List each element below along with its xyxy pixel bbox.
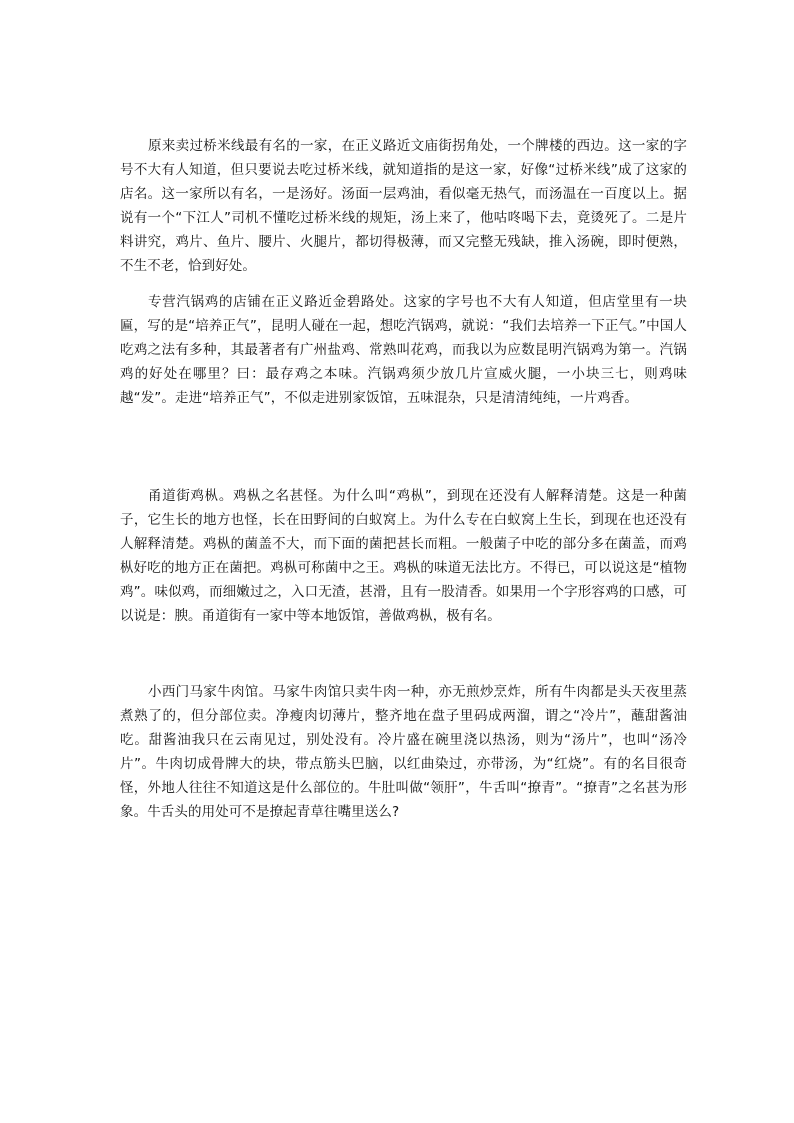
paragraph-ma-beef-restaurant: 小西门马家牛肉馆。马家牛肉馆只卖牛肉一种，亦无煎炒烹炸，所有牛肉都是头天夜里蒸煮熟了的，但分部位卖。净瘦肉切薄片，整齐地在盘子里码成两溜，谓之“冷片”，蘸甜酱油吃。甜酱油我只在云南见过，别处没有。冷片盛在碗里浇以热汤，则为“汤片”，也叫“汤冷片”。牛肉切成骨牌大的块，带点筋头巴脑，以红曲染过，亦带汤，为“红烧”。有的名目很奇怪，外地人往往不知道这是什么部位的。牛肚叫做“领肝”，牛舌叫“撩青”。“撩青”之名甚为形象。牛舌头的用处可不是撩起青草往嘴里送么? — [120, 684, 687, 820]
paragraph-guoqiao-mixian: 原来卖过桥米线最有名的一家，在正义路近文庙街拐角处，一个牌楼的西边。这一家的字号不大有人知道，但只要说去吃过桥米线，就知道指的是这一家，好像“过桥米线”成了这家的店名。这一家所以有名，一是汤好。汤面一层鸡油，看似毫无热气，而汤温在一百度以上。据说有一个“下江人”司机不懂吃过桥米线的规矩，汤上来了，他咕咚喝下去，竟烫死了。二是片料讲究，鸡片、鱼片、腰片、火腿片，都切得极薄，而又完整无残缺，推入汤碗，即时便熟，不生不老，恰到好处。 — [120, 138, 687, 274]
paragraph-jicong: 甬道街鸡枞。鸡枞之名甚怪。为什么叫“鸡枞”，到现在还没有人解释清楚。这是一种菌子，它生长的地方也怪，长在田野间的白蚁窝上。为什么专在白蚁窝上生长，到现在也还没有人解释清楚。鸡枞的菌盖不大，而下面的菌把甚长而粗。一般菌子中吃的部分多在菌盖，而鸡枞好吃的地方正在菌把。鸡枞可称菌中之王。鸡枞的味道无法比方。不得已，可以说这是“植物鸡”。味似鸡，而细嫩过之，入口无渣，甚滑，且有一股清香。如果用一个字形容鸡的口感，可以说是：腴。甬道街有一家中等本地饭馆，善做鸡枞，极有名。 — [120, 488, 687, 624]
paragraph-qiguo-ji: 专营汽锅鸡的店铺在正义路近金碧路处。这家的字号也不大有人知道，但店堂里有一块匾，写的是“培养正气”，昆明人碰在一起，想吃汽锅鸡，就说：“我们去培养一下正气。”中国人吃鸡之法有多种，其最著者有广州盐鸡、常熟叫花鸡，而我以为应数昆明汽锅鸡为第一。汽锅鸡的好处在哪里？曰：最存鸡之本味。汽锅鸡须少放几片宣威火腿，一小块三七，则鸡味越“发”。走进“培养正气”，不似走进别家饭馆，五味混杂，只是清清纯纯，一片鸡香。 — [120, 294, 687, 406]
